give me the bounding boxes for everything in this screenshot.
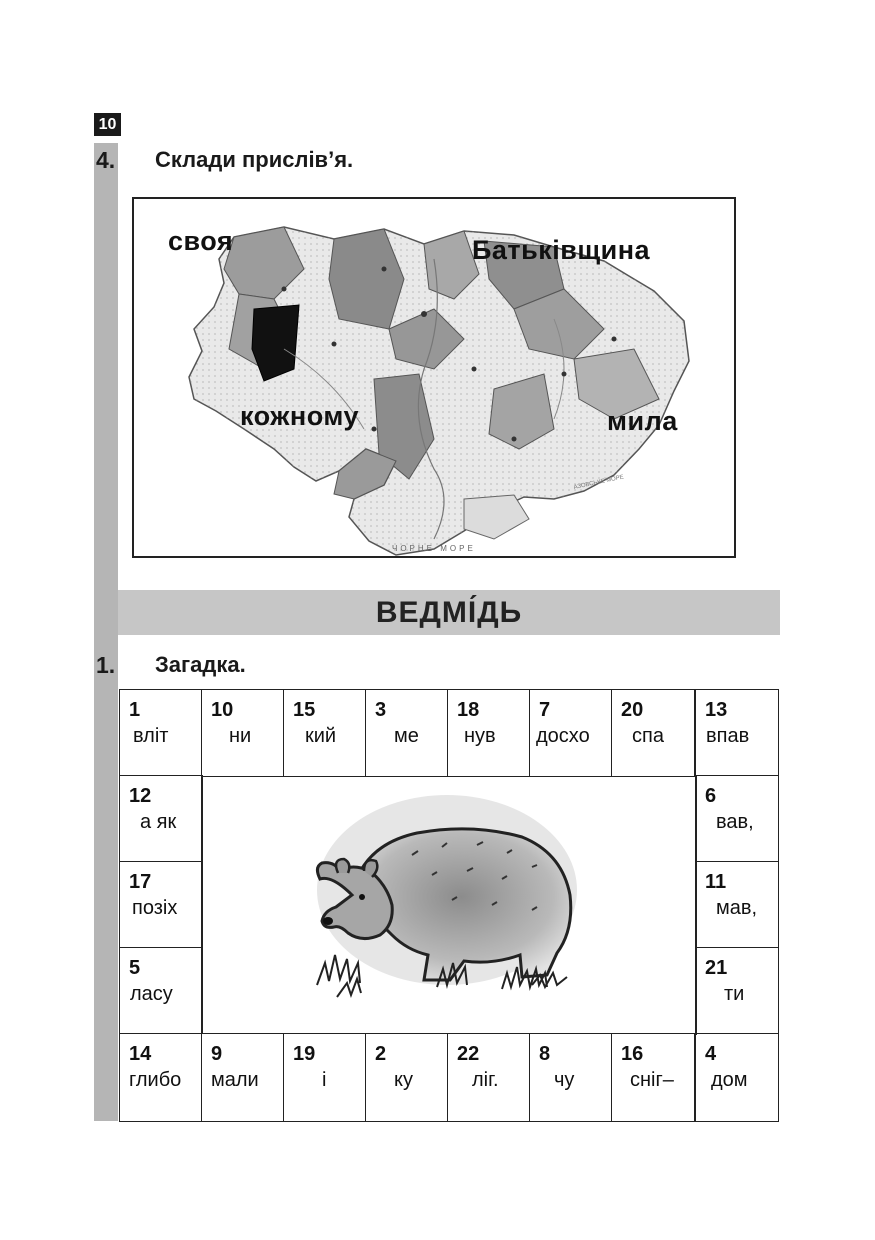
task-1-number: 1. — [96, 652, 116, 678]
cell-word: ліг. — [472, 1069, 499, 1091]
cell-number: 19 — [293, 1043, 316, 1065]
cell-number: 6 — [705, 785, 717, 807]
grid-cell — [201, 1033, 285, 1122]
cell-number: 22 — [457, 1043, 480, 1065]
cell-word: вав, — [716, 811, 754, 833]
cell-word: вліт — [133, 725, 169, 747]
task-4-title: Склади прислів’я. — [155, 147, 354, 172]
task-1-title: Загадка. — [155, 652, 246, 677]
cell-number: 13 — [705, 699, 728, 721]
cell-word: кий — [305, 725, 337, 747]
cell-word: дом — [711, 1069, 748, 1091]
map-word-4: мила — [607, 406, 678, 436]
cell-number: 8 — [539, 1043, 551, 1065]
cell-number: 2 — [375, 1043, 387, 1065]
grid-cell — [119, 689, 203, 777]
grid-cell — [529, 689, 613, 777]
cell-number: 21 — [705, 957, 728, 979]
cell-number: 16 — [621, 1043, 644, 1065]
cell-word: а як — [140, 811, 177, 833]
grid-cell — [365, 689, 449, 777]
cell-word: ти — [724, 983, 745, 1005]
grid-cell — [119, 861, 203, 949]
grid-cell — [201, 689, 285, 777]
cell-word: позіх — [132, 897, 178, 919]
cell-word: сніг– — [630, 1069, 674, 1091]
grid-cell — [611, 1033, 695, 1122]
task-4-number: 4. — [96, 147, 116, 173]
cell-word: ку — [394, 1069, 413, 1091]
cell-number: 15 — [293, 699, 316, 721]
page-number: 10 — [94, 113, 121, 136]
side-bar — [94, 143, 118, 1121]
grid-cell — [695, 861, 779, 949]
sea-label: ЧОРНЕ МОРЕ — [392, 544, 476, 553]
cell-word: нув — [464, 725, 496, 747]
bear-illustration — [202, 775, 695, 1035]
cell-number: 5 — [129, 957, 141, 979]
cell-word: спа — [632, 725, 664, 747]
grid-cell — [611, 689, 695, 777]
cell-number: 4 — [705, 1043, 717, 1065]
grid-cell — [447, 689, 531, 777]
grid-cell — [119, 1033, 203, 1122]
cell-word: мав, — [716, 897, 758, 919]
grid-cell — [695, 947, 779, 1035]
map-word-2: Батьківщина — [472, 235, 651, 265]
cell-number: 11 — [705, 871, 727, 893]
grid-cell — [119, 947, 203, 1035]
ukraine-map — [132, 197, 736, 558]
grid-cell — [695, 689, 779, 777]
cell-word: ме — [394, 725, 419, 747]
cell-number: 10 — [211, 699, 234, 721]
section-title-band — [118, 590, 780, 635]
map-word-3: кожному — [240, 401, 360, 431]
cell-number: 1 — [129, 699, 141, 721]
cell-word: ни — [229, 725, 252, 747]
grid-cell — [283, 689, 367, 777]
grid-cell — [283, 1033, 367, 1122]
grid-cell — [365, 1033, 449, 1122]
cell-number: 12 — [129, 785, 152, 807]
section-title: ВЕДМІ́ДЬ — [375, 595, 523, 629]
cell-number: 9 — [211, 1043, 223, 1065]
cell-word: мали — [211, 1069, 259, 1091]
cell-word: досхо — [536, 725, 590, 747]
grid-cell — [119, 775, 203, 863]
cell-word: чу — [554, 1069, 575, 1091]
cell-number: 14 — [129, 1043, 152, 1065]
map-word-1: своя — [168, 226, 234, 256]
grid-cell — [529, 1033, 613, 1122]
riddle-grid — [119, 689, 779, 1122]
cell-word: ласу — [130, 983, 173, 1005]
grid-cell — [447, 1033, 531, 1122]
cell-number: 17 — [129, 871, 152, 893]
cell-number: 7 — [539, 699, 551, 721]
cell-word: і — [322, 1069, 327, 1091]
azov-label: АЗОВСЬКЕ МОРЕ — [573, 474, 625, 491]
cell-number: 3 — [375, 699, 387, 721]
cell-number: 18 — [457, 699, 480, 721]
cell-word: глибо — [129, 1069, 182, 1091]
grid-cell — [695, 1033, 779, 1122]
cell-number: 20 — [621, 699, 644, 721]
grid-cell — [695, 775, 779, 863]
cell-word: впав — [706, 725, 750, 747]
bear-illustration-area — [201, 775, 697, 1035]
